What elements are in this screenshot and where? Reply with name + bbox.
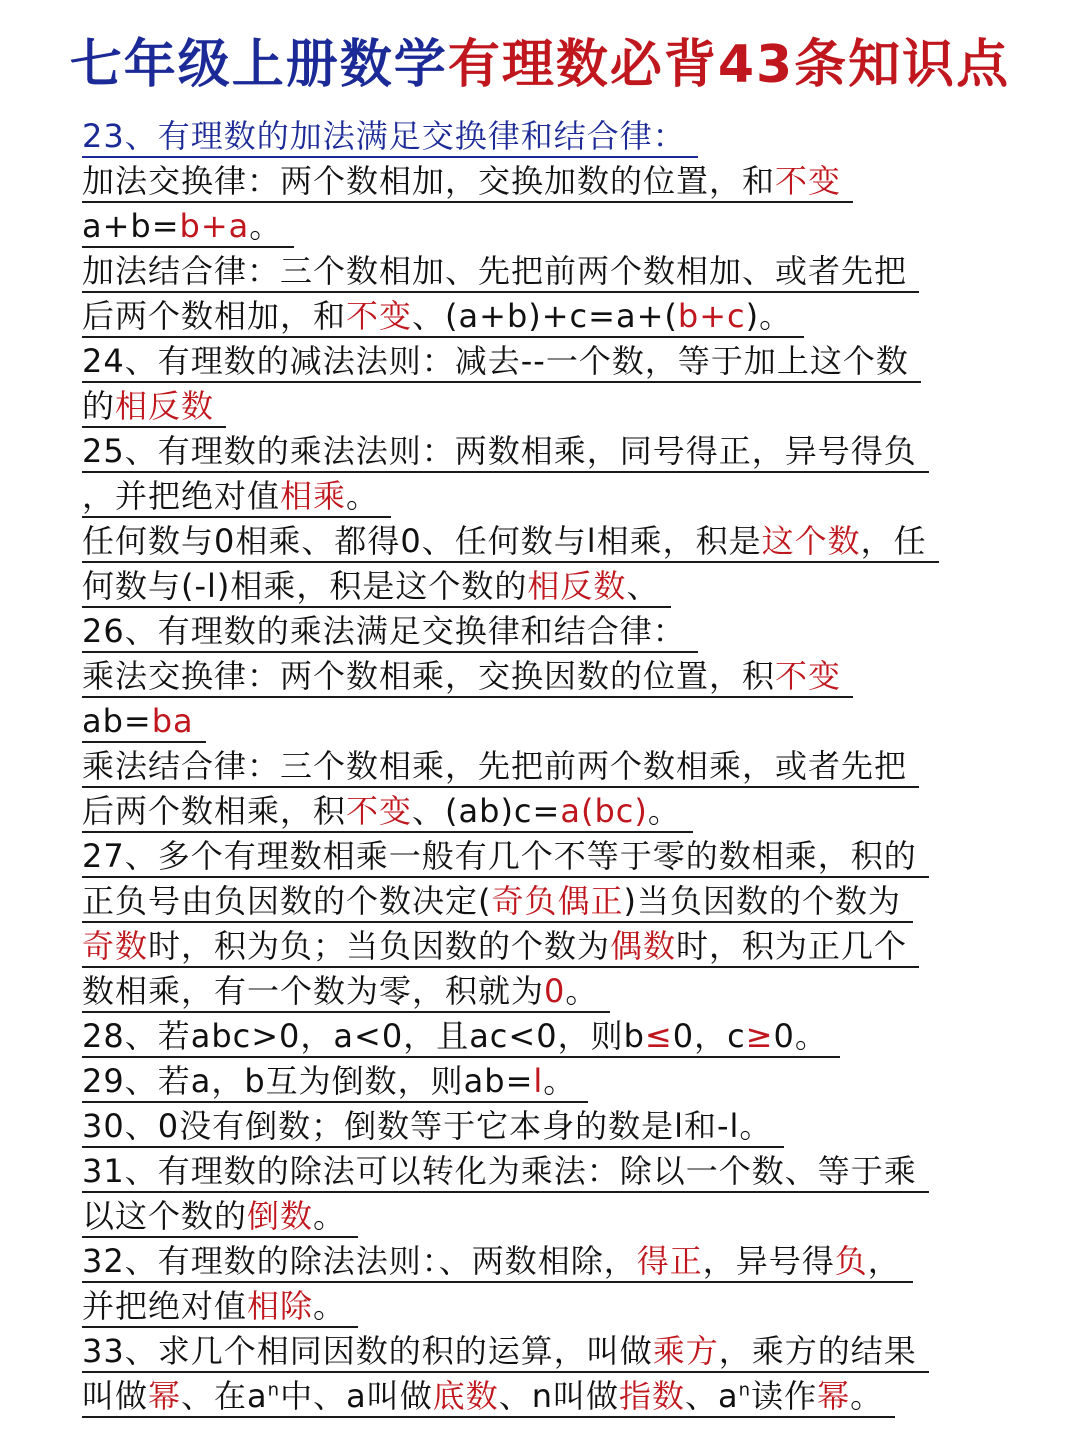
text: 数相乘，有一个数为零，积就为 bbox=[82, 972, 545, 1010]
text: 。 bbox=[313, 1197, 347, 1235]
text: 、n叫做 bbox=[498, 1377, 620, 1415]
highlight: 奇负偶正 bbox=[491, 882, 624, 920]
highlight: b+c bbox=[677, 297, 746, 335]
text-line bbox=[82, 251, 1022, 296]
text-line bbox=[82, 1196, 1022, 1241]
text-line bbox=[82, 1376, 1022, 1421]
text: 时，积为负；当负因数的个数为 bbox=[148, 927, 611, 965]
highlight: ≤ bbox=[644, 1017, 673, 1055]
highlight: 偶数 bbox=[610, 927, 677, 965]
text: 的 bbox=[82, 387, 116, 425]
superscript: n bbox=[267, 1379, 281, 1401]
text: 加法结合律：三个数相加、先把前两个数相加、或者先把 bbox=[82, 252, 908, 290]
text-line bbox=[82, 566, 1022, 611]
text: ，异号得 bbox=[702, 1242, 835, 1280]
highlight: 幂 bbox=[817, 1377, 851, 1415]
highlight: 乘方 bbox=[652, 1332, 719, 1370]
text: ，并把绝对值 bbox=[82, 477, 281, 515]
text: 31、有理数的除法可以转化为乘法：除以一个数、等于乘 bbox=[82, 1152, 917, 1190]
heading-31 bbox=[82, 1151, 1022, 1196]
text: 、在a bbox=[181, 1377, 268, 1415]
heading-30 bbox=[82, 1106, 1022, 1151]
heading-33 bbox=[82, 1331, 1022, 1376]
text: 24、有理数的减法法则：减去--一个数，等于加上这个数 bbox=[82, 342, 909, 380]
text: 。 bbox=[565, 972, 599, 1010]
knowledge-list bbox=[82, 116, 1022, 1421]
text: 中、a叫做 bbox=[280, 1377, 433, 1415]
text: 任何数与0相乘、都得0、任何数与l相乘，积是 bbox=[82, 522, 762, 560]
text: 。 bbox=[850, 1377, 884, 1415]
text: 叫做 bbox=[82, 1377, 149, 1415]
highlight: ba bbox=[151, 702, 194, 740]
highlight: 0 bbox=[544, 972, 566, 1010]
heading-27 bbox=[82, 836, 1022, 881]
heading-28 bbox=[82, 1016, 1022, 1061]
text: 0，c bbox=[672, 1017, 746, 1055]
text-line bbox=[82, 656, 1022, 701]
text: 26、有理数的乘法满足交换律和结合律： bbox=[82, 612, 686, 650]
text: 并把绝对值 bbox=[82, 1287, 248, 1325]
highlight: 奇数 bbox=[82, 927, 149, 965]
text: 加法交换律：两个数相加，交换加数的位置，和 bbox=[82, 162, 776, 200]
text-line bbox=[82, 1286, 1022, 1331]
highlight: 不变 bbox=[775, 657, 842, 695]
text: )当负因数的个数为 bbox=[623, 882, 902, 920]
text: 正负号由负因数的个数决定( bbox=[82, 882, 492, 920]
text-line bbox=[82, 161, 1022, 206]
text-line bbox=[82, 476, 1022, 521]
text: 27、多个有理数相乘一般有几个不等于零的数相乘，积的 bbox=[82, 837, 917, 875]
text-line bbox=[82, 521, 1022, 566]
text: 读作 bbox=[751, 1377, 818, 1415]
text: 28、若abc>0，a<0，且ac<0，则b bbox=[82, 1017, 645, 1055]
text: 乘法结合律：三个数相乘，先把前两个数相乘，或者先把 bbox=[82, 747, 908, 785]
text: ab= bbox=[82, 702, 152, 740]
highlight: 相反数 bbox=[115, 387, 215, 425]
highlight: 幂 bbox=[148, 1377, 182, 1415]
text: 33、求几个相同因数的积的运算，叫做 bbox=[82, 1332, 653, 1370]
text: a+b= bbox=[82, 207, 180, 245]
text-line bbox=[82, 296, 1022, 341]
text: 后两个数相加，和 bbox=[82, 297, 347, 335]
heading-24 bbox=[82, 341, 1022, 386]
highlight: 相除 bbox=[247, 1287, 314, 1325]
highlight: l bbox=[533, 1062, 544, 1100]
highlight: 相反数 bbox=[527, 567, 627, 605]
text-line bbox=[82, 791, 1022, 836]
text: 25、有理数的乘法法则：两数相乘，同号得正，异号得负 bbox=[82, 432, 917, 470]
text-line bbox=[82, 746, 1022, 791]
highlight: 不变 bbox=[775, 162, 842, 200]
text: 以这个数的 bbox=[82, 1197, 248, 1235]
text: 后两个数相乘，积 bbox=[82, 792, 347, 830]
highlight: 负 bbox=[834, 1242, 868, 1280]
text: 、 bbox=[626, 567, 660, 605]
text: ，乘方的结果 bbox=[718, 1332, 917, 1370]
highlight: ≥ bbox=[745, 1017, 774, 1055]
text: 、(ab)c= bbox=[412, 792, 561, 830]
text: 时，积为正几个 bbox=[676, 927, 908, 965]
text-line bbox=[82, 926, 1022, 971]
text: 、a bbox=[685, 1377, 739, 1415]
highlight: 倒数 bbox=[247, 1197, 314, 1235]
page-title bbox=[0, 22, 1080, 97]
text: 23、有理数的加法满足交换律和结合律： bbox=[82, 117, 686, 155]
superscript: n bbox=[738, 1379, 752, 1401]
text-line bbox=[82, 971, 1022, 1016]
text: 何数与(-l)相乘，积是这个数的 bbox=[82, 567, 528, 605]
highlight: 底数 bbox=[432, 1377, 499, 1415]
text: 30、0没有倒数；倒数等于它本身的数是l和-l。 bbox=[82, 1107, 773, 1145]
text: 。 bbox=[543, 1062, 577, 1100]
text-line bbox=[82, 386, 1022, 431]
highlight: a(bc) bbox=[560, 792, 648, 830]
text: 、(a+b)+c=a+( bbox=[412, 297, 678, 335]
title-part2: 有理数必背43条知识点 bbox=[447, 35, 1011, 95]
title-part1: 七年级上册数学 bbox=[69, 35, 448, 95]
highlight: 相乘 bbox=[280, 477, 347, 515]
heading-32 bbox=[82, 1241, 1022, 1286]
text: 0。 bbox=[773, 1017, 828, 1055]
text: 乘法交换律：两个数相乘，交换因数的位置，积 bbox=[82, 657, 776, 695]
text: 。 bbox=[313, 1287, 347, 1325]
highlight: 不变 bbox=[346, 792, 413, 830]
formula-line bbox=[82, 206, 1022, 251]
highlight: 指数 bbox=[619, 1377, 686, 1415]
text: ， bbox=[867, 1242, 901, 1280]
text: 。 bbox=[249, 207, 283, 245]
text: )。 bbox=[745, 297, 793, 335]
text: 。 bbox=[346, 477, 380, 515]
text: 29、若a，b互为倒数，则ab= bbox=[82, 1062, 534, 1100]
heading-29 bbox=[82, 1061, 1022, 1106]
highlight: b+a bbox=[179, 207, 250, 245]
text: ，任 bbox=[860, 522, 927, 560]
highlight: 得正 bbox=[636, 1242, 703, 1280]
text: 。 bbox=[647, 792, 681, 830]
text: 32、有理数的除法法则：、两数相除， bbox=[82, 1242, 637, 1280]
highlight: 不变 bbox=[346, 297, 413, 335]
text-line bbox=[82, 881, 1022, 926]
heading-25 bbox=[82, 431, 1022, 476]
formula-line bbox=[82, 701, 1022, 746]
heading-26 bbox=[82, 611, 1022, 656]
heading-23 bbox=[82, 116, 1022, 161]
highlight: 这个数 bbox=[761, 522, 861, 560]
